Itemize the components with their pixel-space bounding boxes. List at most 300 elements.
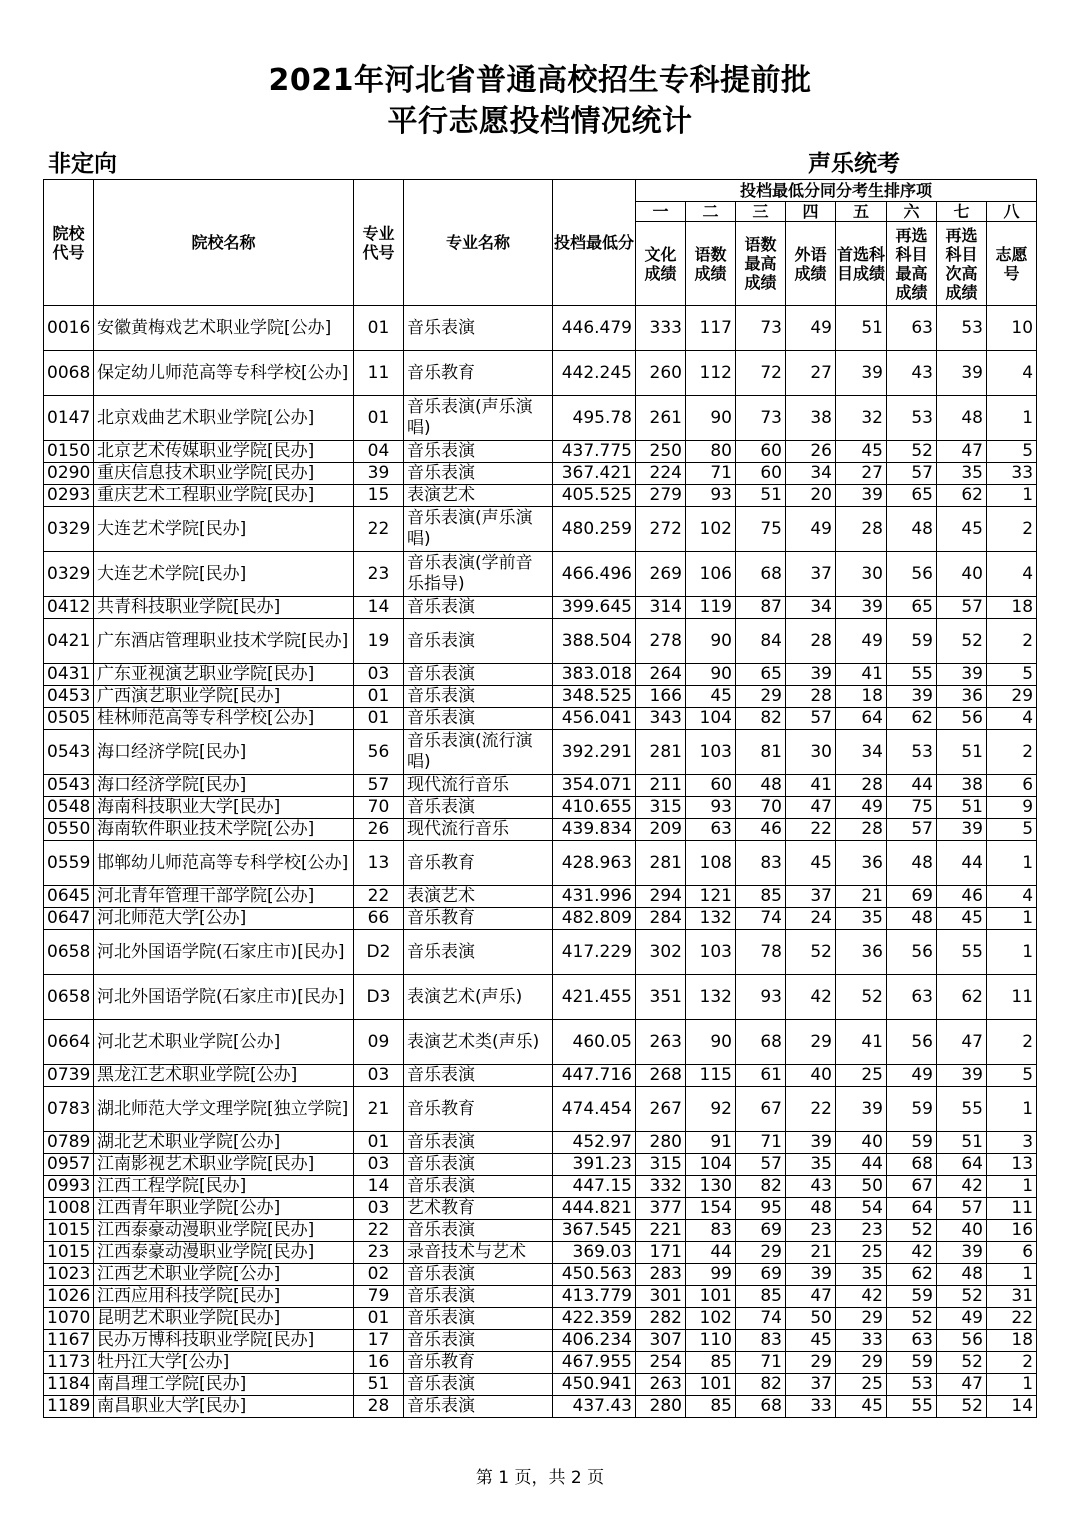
min-score-cell: 447.15 [553,1176,636,1198]
second-subject-next-cell: 39 [937,664,987,686]
first-subject-score-cell: 39 [836,597,887,619]
major-code-cell: 01 [354,306,404,351]
second-subject-next-cell: 40 [937,1220,987,1242]
major-code-cell: D3 [354,975,404,1020]
school-name-cell: 湖北艺术职业学院[公办] [94,1132,354,1154]
second-subject-next-cell: 55 [937,930,987,975]
preference-no-cell: 1 [987,1087,1037,1132]
header-rank-item: 再选科目次高成绩 [937,222,987,306]
major-code-cell: 51 [354,1374,404,1396]
chinese-math-score-cell: 99 [686,1264,736,1286]
chinese-math-max-cell: 73 [736,396,786,441]
preference-no-cell: 4 [987,552,1037,597]
second-subject-max-cell: 52 [887,1220,937,1242]
table-row [44,775,1037,797]
major-name-cell: 音乐表演 [404,1176,553,1198]
min-score-cell: 406.234 [553,1330,636,1352]
school-code-cell: 1173 [44,1352,94,1374]
page-subtitle: 平行志愿投档情况统计 [387,104,693,139]
culture-score-cell: 224 [636,463,686,485]
table-row [44,1308,1037,1330]
major-code-cell: 15 [354,485,404,507]
school-code-cell: 1026 [44,1286,94,1308]
foreign-lang-score-cell: 34 [786,463,836,485]
culture-score-cell: 263 [636,1020,686,1065]
first-subject-score-cell: 35 [836,1264,887,1286]
min-score-cell: 428.963 [553,841,636,886]
chinese-math-score-cell: 90 [686,619,736,664]
culture-score-cell: 278 [636,619,686,664]
table-row [44,396,1037,441]
major-name-cell: 音乐表演 [404,1308,553,1330]
header-rank-item: 志愿号 [987,222,1037,306]
major-code-cell: 03 [354,1065,404,1087]
chinese-math-score-cell: 132 [686,975,736,1020]
second-subject-max-cell: 49 [887,1065,937,1087]
major-code-cell: 70 [354,797,404,819]
first-subject-score-cell: 28 [836,819,887,841]
chinese-math-score-cell: 45 [686,686,736,708]
culture-score-cell: 315 [636,797,686,819]
major-name-cell: 表演艺术 [404,485,553,507]
culture-score-cell: 280 [636,1396,686,1418]
foreign-lang-score-cell: 38 [786,396,836,441]
school-code-cell: 0543 [44,730,94,775]
chinese-math-score-cell: 121 [686,886,736,908]
school-name-cell: 共青科技职业学院[民办] [94,597,354,619]
chinese-math-max-cell: 29 [736,1242,786,1264]
min-score-cell: 410.655 [553,797,636,819]
foreign-lang-score-cell: 23 [786,1220,836,1242]
foreign-lang-score-cell: 49 [786,507,836,552]
major-name-cell: 音乐表演 [404,1286,553,1308]
min-score-cell: 450.941 [553,1374,636,1396]
second-subject-next-cell: 48 [937,396,987,441]
major-name-cell: 音乐表演(声乐演唱) [404,507,553,552]
chinese-math-score-cell: 132 [686,908,736,930]
major-code-cell: 14 [354,1176,404,1198]
chinese-math-score-cell: 104 [686,708,736,730]
major-name-cell: 音乐教育 [404,351,553,396]
major-name-cell: 音乐教育 [404,908,553,930]
preference-no-cell: 16 [987,1220,1037,1242]
first-subject-score-cell: 34 [836,730,887,775]
school-name-cell: 河北艺术职业学院[公办] [94,1020,354,1065]
school-name-cell: 江西泰豪动漫职业学院[民办] [94,1220,354,1242]
chinese-math-score-cell: 92 [686,1087,736,1132]
school-code-cell: 1015 [44,1242,94,1264]
first-subject-score-cell: 44 [836,1154,887,1176]
preference-no-cell: 6 [987,1242,1037,1264]
chinese-math-score-cell: 130 [686,1176,736,1198]
chinese-math-score-cell: 90 [686,396,736,441]
major-code-cell: 16 [354,1352,404,1374]
table-row [44,1352,1037,1374]
culture-score-cell: 315 [636,1154,686,1176]
chinese-math-score-cell: 154 [686,1198,736,1220]
min-score-cell: 447.716 [553,1065,636,1087]
school-name-cell: 民办万博科技职业学院[民办] [94,1330,354,1352]
second-subject-next-cell: 39 [937,1242,987,1264]
major-code-cell: 28 [354,1396,404,1418]
school-code-cell: 0550 [44,819,94,841]
major-code-cell: 14 [354,597,404,619]
second-subject-next-cell: 52 [937,1396,987,1418]
chinese-math-score-cell: 103 [686,730,736,775]
header-rank-item: 文化成绩 [636,222,686,306]
second-subject-next-cell: 56 [937,708,987,730]
table-row [44,507,1037,552]
page-footer: 第 1 页，共 2 页 [475,1468,605,1488]
major-name-cell: 音乐表演(声乐演唱) [404,396,553,441]
preference-no-cell: 1 [987,908,1037,930]
chinese-math-score-cell: 85 [686,1396,736,1418]
chinese-math-max-cell: 61 [736,1065,786,1087]
first-subject-score-cell: 39 [836,351,887,396]
min-score-cell: 391.23 [553,1154,636,1176]
chinese-math-max-cell: 85 [736,1286,786,1308]
table-row [44,485,1037,507]
major-code-cell: 23 [354,552,404,597]
chinese-math-max-cell: 74 [736,908,786,930]
culture-score-cell: 333 [636,306,686,351]
min-score-cell: 367.545 [553,1220,636,1242]
culture-score-cell: 281 [636,730,686,775]
second-subject-next-cell: 52 [937,1286,987,1308]
chinese-math-score-cell: 85 [686,1352,736,1374]
foreign-lang-score-cell: 26 [786,441,836,463]
table-row [44,975,1037,1020]
chinese-math-max-cell: 93 [736,975,786,1020]
table-row [44,1220,1037,1242]
major-name-cell: 音乐教育 [404,841,553,886]
major-code-cell: 22 [354,1220,404,1242]
school-name-cell: 保定幼儿师范高等专科学校[公办] [94,351,354,396]
second-subject-max-cell: 53 [887,396,937,441]
major-name-cell: 音乐表演(流行演唱) [404,730,553,775]
major-name-cell: 表演艺术类(声乐) [404,1020,553,1065]
first-subject-score-cell: 32 [836,396,887,441]
preference-no-cell: 5 [987,1065,1037,1087]
first-subject-score-cell: 25 [836,1374,887,1396]
chinese-math-max-cell: 73 [736,306,786,351]
header-rank: 七 [937,202,987,222]
second-subject-max-cell: 56 [887,552,937,597]
school-name-cell: 海口经济学院[民办] [94,775,354,797]
major-code-cell: 22 [354,507,404,552]
header-rank: 三 [736,202,786,222]
culture-score-cell: 250 [636,441,686,463]
header-ranking-group: 投档最低分同分考生排序项 [636,180,1037,202]
min-score-cell: 439.834 [553,819,636,841]
chinese-math-max-cell: 60 [736,463,786,485]
min-score-cell: 467.955 [553,1352,636,1374]
school-code-cell: 1015 [44,1220,94,1242]
foreign-lang-score-cell: 37 [786,552,836,597]
foreign-lang-score-cell: 41 [786,775,836,797]
foreign-lang-score-cell: 20 [786,485,836,507]
culture-score-cell: 314 [636,597,686,619]
preference-no-cell: 4 [987,886,1037,908]
chinese-math-max-cell: 48 [736,775,786,797]
first-subject-score-cell: 25 [836,1242,887,1264]
school-code-cell: 0543 [44,775,94,797]
chinese-math-score-cell: 119 [686,597,736,619]
min-score-cell: 466.496 [553,552,636,597]
culture-score-cell: 283 [636,1264,686,1286]
foreign-lang-score-cell: 35 [786,1154,836,1176]
table-row [44,686,1037,708]
foreign-lang-score-cell: 48 [786,1198,836,1220]
first-subject-score-cell: 64 [836,708,887,730]
major-name-cell: 音乐表演 [404,1374,553,1396]
school-name-cell: 江西工程学院[民办] [94,1176,354,1198]
culture-score-cell: 279 [636,485,686,507]
second-subject-next-cell: 49 [937,1308,987,1330]
preference-no-cell: 1 [987,485,1037,507]
major-name-cell: 音乐表演 [404,1065,553,1087]
second-subject-next-cell: 47 [937,1374,987,1396]
foreign-lang-score-cell: 50 [786,1308,836,1330]
first-subject-score-cell: 30 [836,552,887,597]
major-name-cell: 音乐表演 [404,1132,553,1154]
school-name-cell: 广西演艺职业学院[民办] [94,686,354,708]
preference-no-cell: 1 [987,841,1037,886]
first-subject-score-cell: 41 [836,664,887,686]
major-name-cell: 音乐表演 [404,664,553,686]
school-code-cell: 0329 [44,552,94,597]
major-code-cell: 03 [354,664,404,686]
school-code-cell: 0647 [44,908,94,930]
major-name-cell: 表演艺术 [404,886,553,908]
foreign-lang-score-cell: 47 [786,797,836,819]
min-score-cell: 437.43 [553,1396,636,1418]
min-score-cell: 369.03 [553,1242,636,1264]
major-code-cell: 23 [354,1242,404,1264]
chinese-math-max-cell: 74 [736,1308,786,1330]
second-subject-next-cell: 57 [937,597,987,619]
chinese-math-max-cell: 84 [736,619,786,664]
foreign-lang-score-cell: 49 [786,306,836,351]
second-subject-max-cell: 53 [887,730,937,775]
school-code-cell: 0421 [44,619,94,664]
chinese-math-score-cell: 63 [686,819,736,841]
chinese-math-max-cell: 82 [736,1176,786,1198]
school-name-cell: 重庆信息技术职业学院[民办] [94,463,354,485]
major-code-cell: D2 [354,930,404,975]
preference-no-cell: 13 [987,1154,1037,1176]
table-row [44,1330,1037,1352]
second-subject-next-cell: 38 [937,775,987,797]
culture-score-cell: 280 [636,1132,686,1154]
second-subject-max-cell: 55 [887,664,937,686]
preference-no-cell: 11 [987,1198,1037,1220]
second-subject-max-cell: 63 [887,1330,937,1352]
preference-no-cell: 14 [987,1396,1037,1418]
school-code-cell: 0658 [44,930,94,975]
first-subject-score-cell: 49 [836,797,887,819]
chinese-math-max-cell: 71 [736,1352,786,1374]
major-code-cell: 03 [354,1198,404,1220]
foreign-lang-score-cell: 34 [786,597,836,619]
preference-no-cell: 1 [987,1374,1037,1396]
first-subject-score-cell: 28 [836,507,887,552]
chinese-math-max-cell: 81 [736,730,786,775]
category-label: 非定向 [48,151,117,177]
chinese-math-score-cell: 83 [686,1220,736,1242]
foreign-lang-score-cell: 43 [786,1176,836,1198]
culture-score-cell: 332 [636,1176,686,1198]
foreign-lang-score-cell: 42 [786,975,836,1020]
second-subject-max-cell: 39 [887,686,937,708]
chinese-math-score-cell: 93 [686,485,736,507]
major-code-cell: 01 [354,1132,404,1154]
foreign-lang-score-cell: 45 [786,1330,836,1352]
school-code-cell: 0559 [44,841,94,886]
second-subject-max-cell: 59 [887,1286,937,1308]
table-row [44,1020,1037,1065]
second-subject-next-cell: 52 [937,1352,987,1374]
school-code-cell: 1189 [44,1396,94,1418]
second-subject-max-cell: 43 [887,351,937,396]
table-row [44,1132,1037,1154]
second-subject-max-cell: 67 [887,1176,937,1198]
major-name-cell: 音乐表演 [404,1330,553,1352]
first-subject-score-cell: 39 [836,485,887,507]
foreign-lang-score-cell: 22 [786,1087,836,1132]
header-rank-item: 首选科目成绩 [836,222,887,306]
min-score-cell: 482.809 [553,908,636,930]
header-school-code: 院校代号 [44,180,94,306]
second-subject-max-cell: 59 [887,1132,937,1154]
second-subject-next-cell: 51 [937,797,987,819]
first-subject-score-cell: 50 [836,1176,887,1198]
preference-no-cell: 2 [987,1020,1037,1065]
major-name-cell: 音乐表演 [404,463,553,485]
chinese-math-max-cell: 82 [736,708,786,730]
preference-no-cell: 9 [987,797,1037,819]
major-name-cell: 音乐表演 [404,619,553,664]
culture-score-cell: 254 [636,1352,686,1374]
table-row [44,306,1037,351]
culture-score-cell: 264 [636,664,686,686]
header-rank: 六 [887,202,937,222]
chinese-math-max-cell: 51 [736,485,786,507]
school-code-cell: 0453 [44,686,94,708]
culture-score-cell: 268 [636,1065,686,1087]
header-rank: 八 [987,202,1037,222]
major-name-cell: 音乐表演(学前音乐指导) [404,552,553,597]
chinese-math-max-cell: 68 [736,1020,786,1065]
second-subject-next-cell: 64 [937,1154,987,1176]
major-name-cell: 音乐表演 [404,597,553,619]
header-rank: 五 [836,202,887,222]
foreign-lang-score-cell: 21 [786,1242,836,1264]
table-row [44,819,1037,841]
culture-score-cell: 171 [636,1242,686,1264]
school-name-cell: 河北外国语学院(石家庄市)[民办] [94,930,354,975]
chinese-math-score-cell: 71 [686,463,736,485]
chinese-math-score-cell: 90 [686,1020,736,1065]
foreign-lang-score-cell: 22 [786,819,836,841]
chinese-math-score-cell: 90 [686,664,736,686]
chinese-math-max-cell: 29 [736,686,786,708]
second-subject-next-cell: 45 [937,507,987,552]
school-name-cell: 南昌职业大学[民办] [94,1396,354,1418]
header-rank-item: 再选科目最高成绩 [887,222,937,306]
school-code-cell: 0505 [44,708,94,730]
second-subject-next-cell: 47 [937,441,987,463]
major-name-cell: 音乐表演 [404,1264,553,1286]
min-score-cell: 421.455 [553,975,636,1020]
major-name-cell: 音乐表演 [404,930,553,975]
culture-score-cell: 221 [636,1220,686,1242]
second-subject-next-cell: 62 [937,975,987,1020]
header-major-name: 专业名称 [404,180,553,306]
min-score-cell: 431.996 [553,886,636,908]
first-subject-score-cell: 18 [836,686,887,708]
major-name-cell: 音乐表演 [404,441,553,463]
foreign-lang-score-cell: 39 [786,1132,836,1154]
second-subject-next-cell: 51 [937,1132,987,1154]
culture-score-cell: 209 [636,819,686,841]
min-score-cell: 437.775 [553,441,636,463]
first-subject-score-cell: 45 [836,1396,887,1418]
major-name-cell: 现代流行音乐 [404,775,553,797]
second-subject-next-cell: 39 [937,351,987,396]
school-name-cell: 河北外国语学院(石家庄市)[民办] [94,975,354,1020]
first-subject-score-cell: 42 [836,1286,887,1308]
preference-no-cell: 2 [987,1352,1037,1374]
chinese-math-max-cell: 46 [736,819,786,841]
second-subject-next-cell: 55 [937,1087,987,1132]
school-name-cell: 江西应用科技学院[民办] [94,1286,354,1308]
school-code-cell: 0664 [44,1020,94,1065]
second-subject-max-cell: 42 [887,1242,937,1264]
header-major-code: 专业代号 [354,180,404,306]
preference-no-cell: 10 [987,306,1037,351]
min-score-cell: 388.504 [553,619,636,664]
second-subject-next-cell: 45 [937,908,987,930]
min-score-cell: 446.479 [553,306,636,351]
min-score-cell: 348.525 [553,686,636,708]
culture-score-cell: 377 [636,1198,686,1220]
first-subject-score-cell: 27 [836,463,887,485]
school-code-cell: 0016 [44,306,94,351]
min-score-cell: 452.97 [553,1132,636,1154]
chinese-math-score-cell: 91 [686,1132,736,1154]
school-code-cell: 1167 [44,1330,94,1352]
school-name-cell: 江西青年职业学院[公办] [94,1198,354,1220]
table-row [44,1286,1037,1308]
culture-score-cell: 261 [636,396,686,441]
table-row [44,1374,1037,1396]
second-subject-next-cell: 51 [937,730,987,775]
first-subject-score-cell: 28 [836,775,887,797]
second-subject-max-cell: 48 [887,908,937,930]
table-row [44,886,1037,908]
chinese-math-max-cell: 78 [736,930,786,975]
header-rank-item: 语数成绩 [686,222,736,306]
chinese-math-score-cell: 103 [686,930,736,975]
major-name-cell: 音乐表演 [404,1154,553,1176]
school-name-cell: 江西艺术职业学院[公办] [94,1264,354,1286]
first-subject-score-cell: 49 [836,619,887,664]
chinese-math-score-cell: 44 [686,1242,736,1264]
first-subject-score-cell: 33 [836,1330,887,1352]
chinese-math-max-cell: 69 [736,1264,786,1286]
chinese-math-score-cell: 115 [686,1065,736,1087]
